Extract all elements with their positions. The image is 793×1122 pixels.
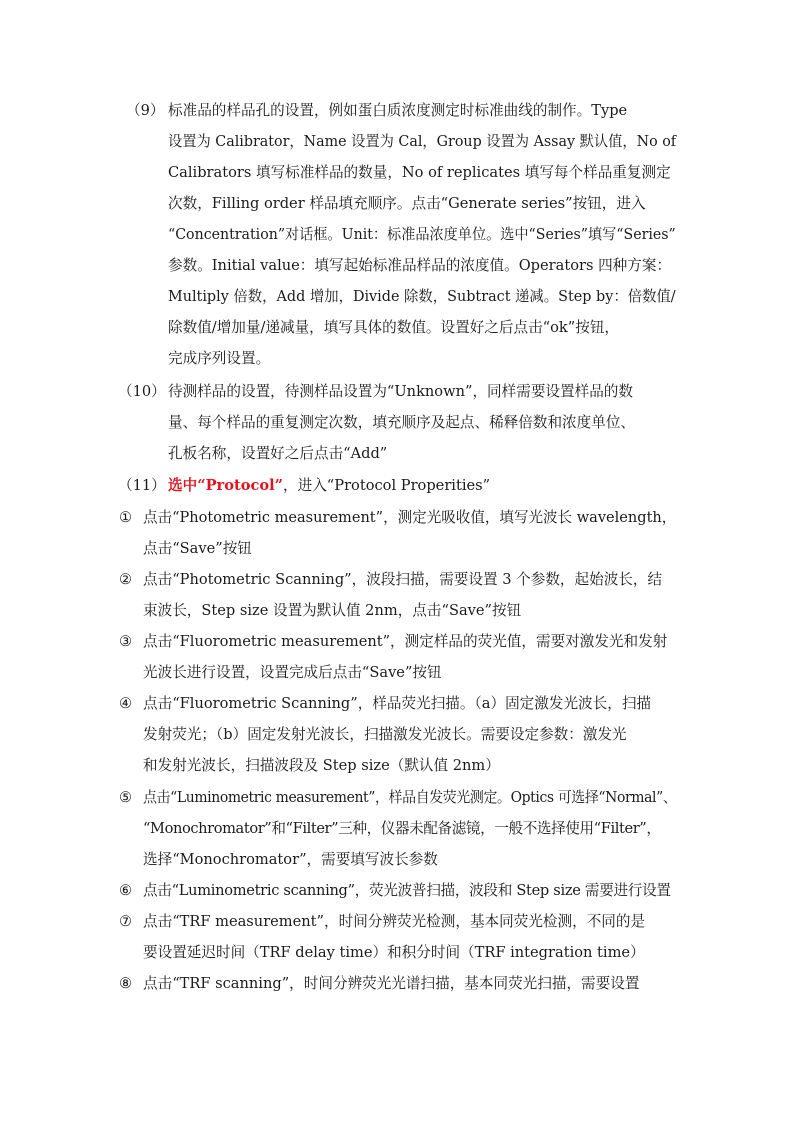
text-line-1: 标准品的样品孔的设置，例如蛋白质浓度测定时标准曲线的制作。Type [168, 102, 628, 119]
text-line-26: 点击“Luminometric scanning”，荧光波普扫描，波段和 Step size 需要进行设置 [143, 882, 671, 899]
text-line-25: 选择“Monochromator”，需要填写波长参数 [143, 851, 438, 868]
text-line-16: 点击“Photometric Scanning”，波段扫描，需要设置 3 个参数，起始波长，结 [143, 571, 663, 588]
circled-4-marker: ④ [119, 695, 133, 712]
item-10-marker: （10） [118, 383, 166, 400]
circled-7-marker: ⑦ [119, 913, 133, 930]
text-line-27: 点击“TRF measurement”，时间分辨荧光检测，基本同荧光检测，不同的是 [143, 913, 646, 930]
circled-8-marker: ⑧ [119, 975, 133, 992]
text-line-6: 参数。Initial value：填写起始标准品样品的浓度值。Operators 四种方案： [168, 257, 672, 274]
circled-6-marker: ⑥ [119, 882, 133, 899]
text-line-5: “Concentration”对话框。Unit：标准品浓度单位。选中“Series”填写“Series” [168, 226, 676, 243]
text-line-24: “Monochromator”和“Filter”三种，仪器未配备滤镜，一般不选择使用“Filter”， [143, 820, 661, 837]
text-line-7: Multiply 倍数，Add 增加，Divide 除数，Subtract 递减。Step by：倍数值/ [168, 288, 676, 305]
text-line-15: 点击“Save”按钮 [143, 540, 252, 557]
text-line-8: 除数值/增加量/递减量，填写具体的数值。设置好之后点击“ok”按钮， [168, 319, 620, 336]
text-line-11: 量、每个样品的重复测定次数，填充顺序及起点、稀释倍数和浓度单位、 [168, 414, 636, 431]
text-line-3: Calibrators 填写标准样品的数量，No of replicates 填写每个样品重复测定 [168, 164, 671, 181]
text-line-22: 和发射光波长，扫描波段及 Step size（默认值 2nm） [143, 757, 500, 774]
text-line-17: 束波长，Step size 设置为默认值 2nm，点击“Save”按钮 [143, 602, 522, 619]
circled-2-marker: ② [119, 571, 133, 588]
text-line-21: 发射荧光；（b）固定发射光波长，扫描激发光波长。需要设定参数：激发光 [143, 726, 627, 743]
text-line-12: 孔板名称，设置好之后点击“Add” [168, 445, 388, 462]
text-line-4: 次数，Filling order 样品填充顺序。点击“Generate series”按钮，进入 [168, 195, 646, 212]
text-line-28: 要设置延迟时间（TRF delay time）和积分时间（TRF integration time） [143, 944, 645, 961]
text-line-2: 设置为 Calibrator，Name 设置为 Cal，Group 设置为 Assay 默认值，No of [168, 133, 677, 150]
text-line-20: 点击“Fluorometric Scanning”，样品荧光扫描。（a）固定激发光波长，扫描 [143, 695, 652, 712]
text-line-10: 待测样品的设置，待测样品设置为“Unknown”，同样需要设置样品的数 [168, 383, 633, 400]
text-line-13: 选中“Protocol”，进入“Protocol Properities” [168, 477, 491, 494]
text-line-23: 点击“Luminometric measurement”，样品自发荧光测定。Optics 可选择“Normal”、 [143, 789, 677, 806]
item-9-marker: （9） [126, 102, 165, 119]
circled-5-marker: ⑤ [119, 789, 133, 806]
circled-1-marker: ① [119, 509, 133, 526]
item-11-marker: （11） [118, 477, 166, 494]
text-line-19: 光波长进行设置，设置完成后点击“Save”按钮 [143, 664, 442, 681]
text-line-29: 点击“TRF scanning”，时间分辨荧光光谱扫描，基本同荧光扫描，需要设置 [143, 975, 640, 992]
text-line-9: 完成序列设置。 [168, 350, 271, 367]
highlight-protocol: 选中“Protocol” [168, 477, 284, 494]
text-line-18: 点击“Fluorometric measurement”，测定样品的荧光值，需要对激发光和发射 [143, 633, 668, 650]
circled-3-marker: ③ [119, 633, 133, 650]
text-line-14: 点击“Photometric measurement”，测定光吸收值，填写光波长 wavelength， [143, 509, 677, 526]
